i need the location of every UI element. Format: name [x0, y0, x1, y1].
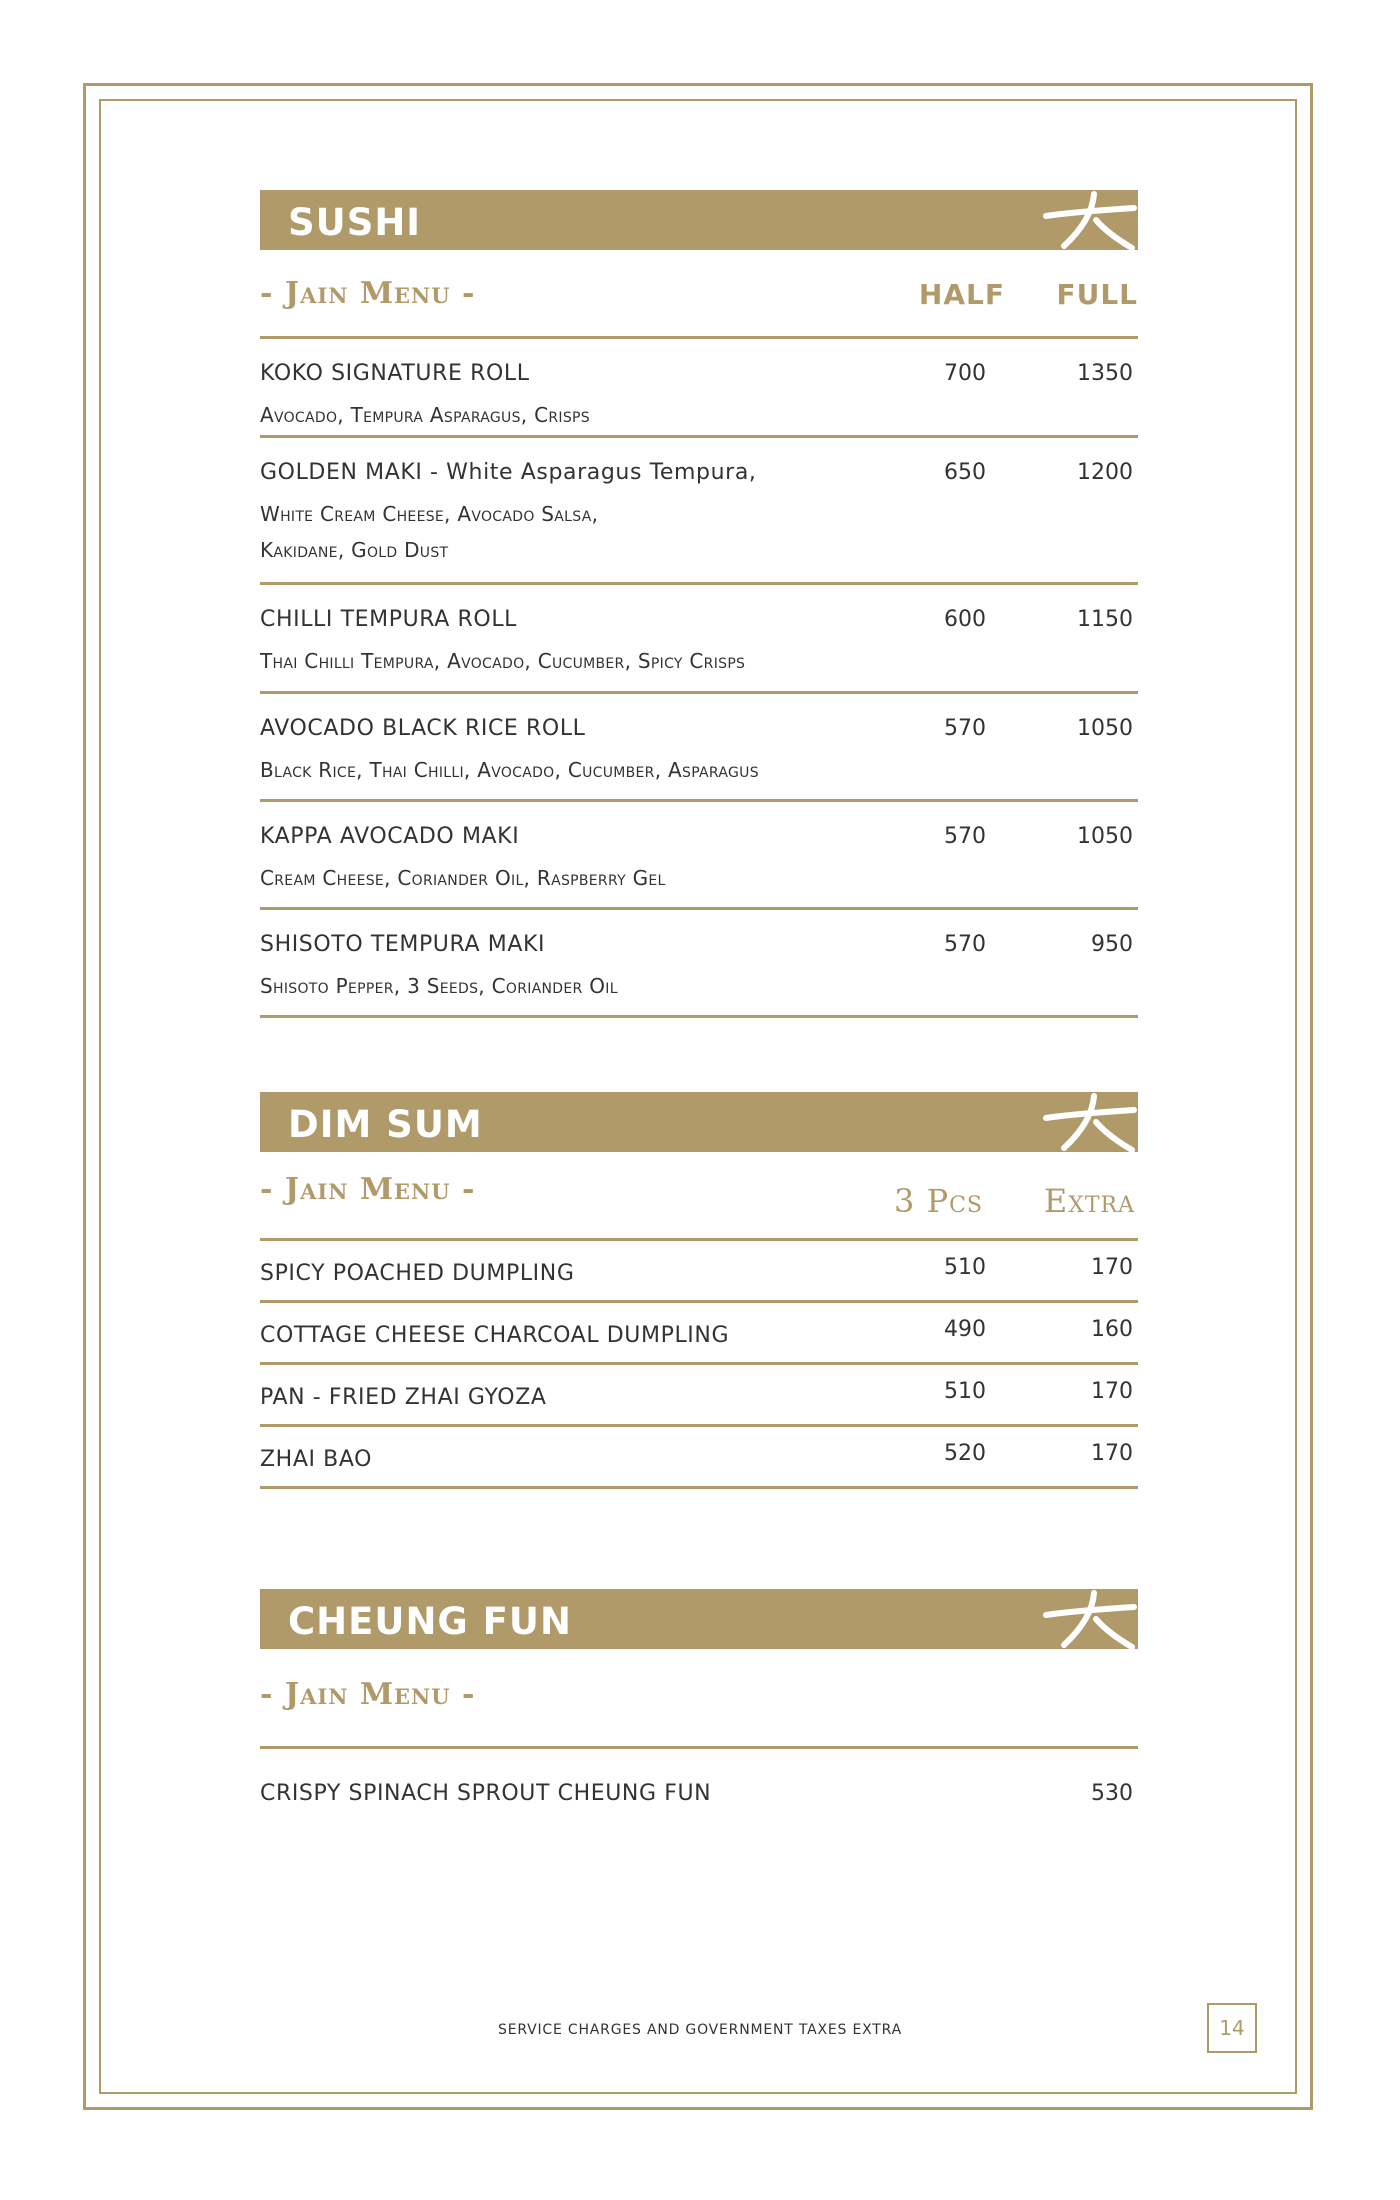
section-banner [260, 1589, 1138, 1649]
section-title: DIM SUM [288, 1103, 483, 1146]
item-name: GOLDEN MAKI - White Asparagus Tempura, [260, 460, 757, 485]
item-name: KAPPA AVOCADO MAKI [260, 824, 520, 849]
item-price-half: 570 [944, 932, 986, 957]
item-description: Thai Chilli Tempura, Avocado, Cucumber, Spicy Crisps [260, 649, 746, 673]
item-name: KOKO SIGNATURE ROLL [260, 361, 530, 386]
item-price-full: 950 [1091, 932, 1133, 957]
section-subheader [260, 1152, 1138, 1241]
item-price-full: 1200 [1077, 460, 1133, 485]
item-price-half: 600 [944, 607, 986, 632]
section-subheader [260, 250, 1138, 339]
item-price-full: 1050 [1077, 716, 1133, 741]
item-price: 530 [1091, 1781, 1133, 1806]
item-price-half: 570 [944, 716, 986, 741]
item-name: COTTAGE CHEESE CHARCOAL DUMPLING [260, 1323, 730, 1348]
item-description: White Cream Cheese, Avocado Salsa, Kakidane, Gold Dust [260, 502, 599, 562]
menu-item [260, 1365, 1138, 1427]
column-header-3-pcs: 3 Pcs [894, 1182, 983, 1220]
menu-item [260, 585, 1138, 694]
item-description: Shisoto Pepper, 3 Seeds, Coriander Oil [260, 974, 618, 998]
jain-menu-label: - Jain Menu - [260, 1677, 476, 1712]
item-price-3-pcs: 520 [944, 1441, 986, 1466]
section-banner [260, 190, 1138, 250]
menu-item [260, 438, 1138, 585]
item-price-full: 1050 [1077, 824, 1133, 849]
brush-stroke-logo-icon [1042, 1092, 1138, 1152]
item-price-extra: 160 [1091, 1317, 1133, 1342]
item-price-extra: 170 [1091, 1379, 1133, 1404]
section-banner [260, 1092, 1138, 1152]
jain-menu-label: - Jain Menu - [260, 276, 476, 311]
section-dim-sum [260, 1092, 1138, 1489]
menu-item [260, 1427, 1138, 1489]
item-price-full: 1350 [1077, 361, 1133, 386]
item-name: SPICY POACHED DUMPLING [260, 1261, 575, 1286]
item-price-extra: 170 [1091, 1255, 1133, 1280]
menu-item [260, 1303, 1138, 1365]
item-price-3-pcs: 510 [944, 1255, 986, 1280]
item-price-half: 700 [944, 361, 986, 386]
item-price-extra: 170 [1091, 1441, 1133, 1466]
brush-stroke-logo-icon [1042, 1589, 1138, 1649]
jain-menu-label: - Jain Menu - [260, 1172, 476, 1207]
item-name: CRISPY SPINACH SPROUT CHEUNG FUN [260, 1781, 712, 1806]
item-price-3-pcs: 510 [944, 1379, 986, 1404]
item-name: ZHAI BAO [260, 1447, 373, 1472]
column-header-extra: Extra [1043, 1182, 1135, 1220]
column-header-full: FULL [1056, 278, 1138, 311]
item-price-half: 650 [944, 460, 986, 485]
item-description: Black Rice, Thai Chilli, Avocado, Cucumber, Asparagus [260, 758, 759, 782]
item-name: PAN - FRIED ZHAI GYOZA [260, 1385, 547, 1410]
section-title: SUSHI [288, 201, 422, 244]
section-cheung-fun [260, 1589, 1138, 1829]
section-title: CHEUNG FUN [288, 1600, 572, 1643]
item-name: AVOCADO BLACK RICE ROLL [260, 716, 586, 741]
item-description: Cream Cheese, Coriander Oil, Raspberry Gel [260, 866, 666, 890]
menu-item [260, 910, 1138, 1018]
item-description: Avocado, Tempura Asparagus, Crisps [260, 403, 590, 427]
menu-item [260, 339, 1138, 438]
menu-item [260, 802, 1138, 910]
menu-item [260, 694, 1138, 802]
item-name: SHISOTO TEMPURA MAKI [260, 932, 546, 957]
menu-item [260, 1241, 1138, 1303]
section-sushi [260, 190, 1138, 1018]
page-number: 14 [1207, 2003, 1257, 2053]
item-name: CHILLI TEMPURA ROLL [260, 607, 518, 632]
item-price-full: 1150 [1077, 607, 1133, 632]
menu-item [260, 1749, 1138, 1829]
footer-note: SERVICE CHARGES AND GOVERNMENT TAXES EXTRA [498, 2022, 902, 2038]
section-subheader [260, 1649, 1138, 1749]
column-header-half: HALF [918, 278, 1005, 311]
item-price-3-pcs: 490 [944, 1317, 986, 1342]
brush-stroke-logo-icon [1042, 190, 1138, 250]
item-price-half: 570 [944, 824, 986, 849]
